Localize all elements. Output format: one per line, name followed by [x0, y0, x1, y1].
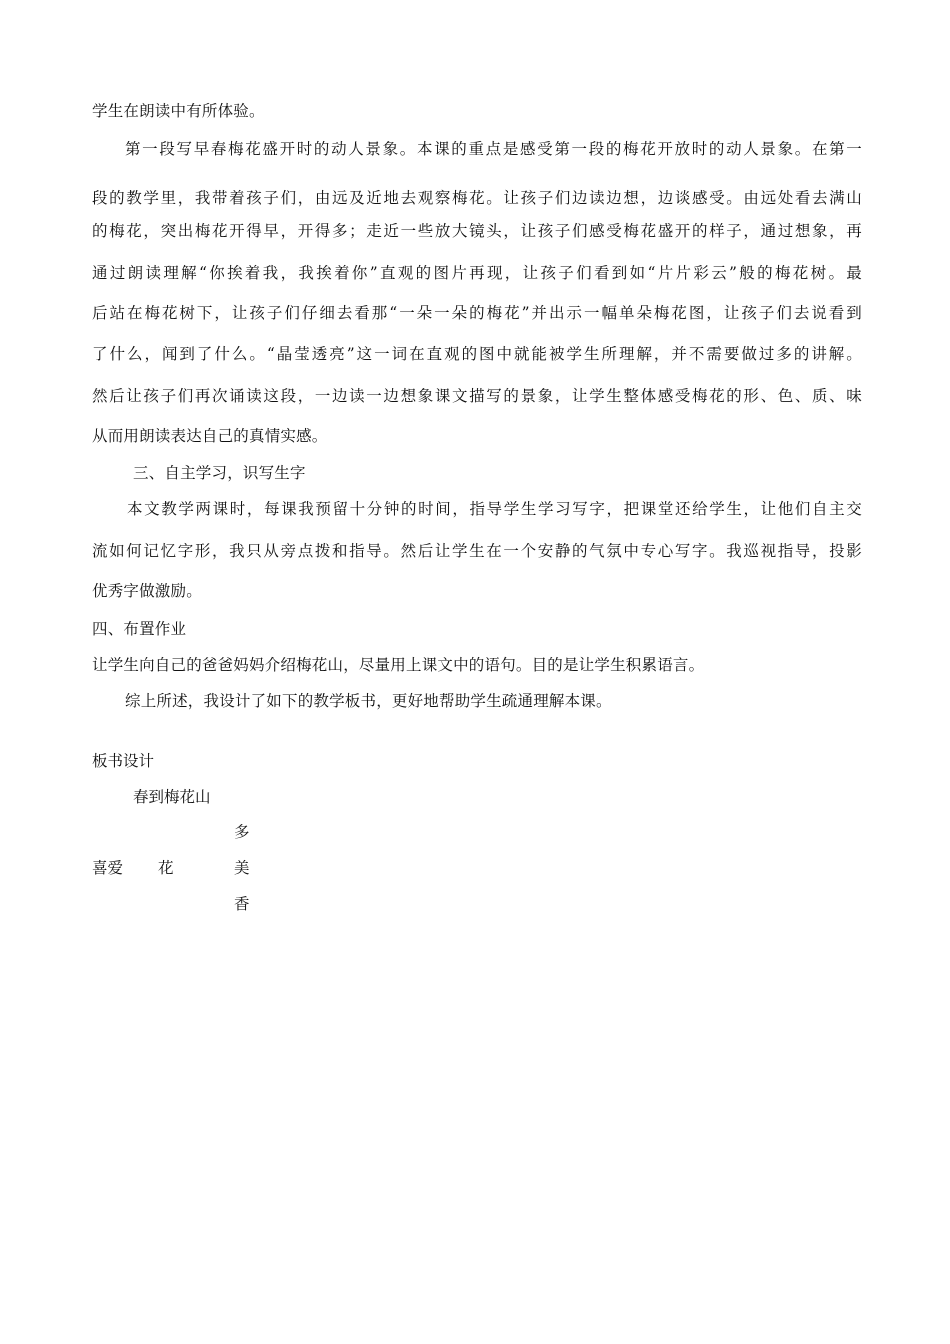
board-middle-label: 花: [158, 859, 174, 877]
paragraph-line: 从而用朗读表达自己的真情实感。: [92, 427, 328, 445]
board-item: 香: [234, 895, 250, 913]
board-heading: 板书设计: [92, 752, 155, 770]
section-heading: 三、自主学习，识写生字: [133, 464, 306, 482]
paragraph-line: 本文教学两课时，每课我预留十分钟的时间，指导学生学习写字，把课堂还给学生，让他们自主交: [127, 500, 862, 518]
paragraph-line: 后站在梅花树下，让孩子们仔细去看那“一朵一朵的梅花”并出示一幅单朵梅花图，让孩子们去说看到: [92, 304, 862, 322]
paragraph-line: 综上所述，我设计了如下的教学板书，更好地帮助学生疏通理解本课。: [125, 692, 612, 710]
section-heading: 四、布置作业: [92, 620, 187, 638]
paragraph-line: 通过朗读理解“你挨着我，我挨着你”直观的图片再现，让孩子们看到如“片片彩云”般的梅花树。最: [92, 264, 862, 282]
paragraph-line: 段的教学里，我带着孩子们，由远及近地去观察梅花。让孩子们边读边想，边谈感受。由远处看去满山: [92, 189, 862, 207]
paragraph-line: 然后让孩子们再次诵读这段，一边读一边想象课文描写的景象，让学生整体感受梅花的形、色、质、味: [92, 387, 862, 405]
paragraph-line: 的梅花，突出梅花开得早，开得多；走近一些放大镜头，让孩子们感受梅花盛开的样子，通过想象，再: [92, 222, 862, 240]
board-title: 春到梅花山: [133, 788, 211, 806]
board-item: 多: [234, 823, 250, 841]
paragraph-line: 学生在朗读中有所体验。: [92, 102, 265, 120]
paragraph-line: 优秀字做激励。: [92, 582, 202, 600]
board-left-label: 喜爱: [92, 859, 124, 877]
paragraph-line: 了什么，闻到了什么。“晶莹透亮”这一词在直观的图中就能被学生所理解，并不需要做过多的讲解。: [92, 345, 862, 363]
paragraph-line: 让学生向自己的爸爸妈妈介绍梅花山，尽量用上课文中的语句。目的是让学生积累语言。: [92, 656, 705, 674]
paragraph-line: 流如何记忆字形，我只从旁点拨和指导。然后让学生在一个安静的气氛中专心写字。我巡视指导，投影: [92, 542, 862, 560]
board-item: 美: [234, 859, 250, 877]
paragraph-line: 第一段写早春梅花盛开时的动人景象。本课的重点是感受第一段的梅花开放时的动人景象。在第一: [125, 140, 862, 158]
